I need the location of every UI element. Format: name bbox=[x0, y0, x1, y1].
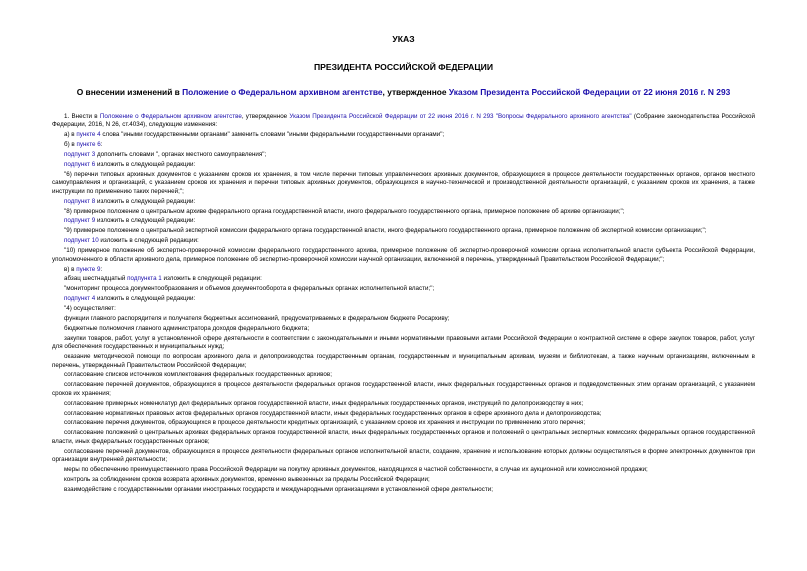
text: а) в bbox=[64, 131, 77, 139]
list-item: оказание методической помощи по вопросам архивного дела и делопроизводства государственным органам, государственным и муниципальным архивам, музеям и библиотекам, а также научным организациям, включенным в перечень, утвержденный Правительством Российской Федерации; bbox=[52, 353, 755, 369]
functions-list bbox=[52, 315, 755, 494]
text: 1. Внести в bbox=[64, 113, 100, 120]
link-subpoint-6[interactable]: подпункт 6 bbox=[64, 161, 96, 169]
quote-monitoring: "мониторинг процесса документообразования и объемов документооборота в федеральных органах исполнительной власти;"; bbox=[64, 285, 435, 293]
link-decree[interactable]: Указом Президента Российской Федерации от 22 июня 2016 г. N 293 "Вопросы Федерального архивного агентства" bbox=[289, 113, 632, 120]
text: б) в bbox=[64, 141, 77, 149]
quote-10: "10) примерное положение об экспертно-проверочной комиссии федерального государственного архива, примерное положение об экспертно-проверочной комиссии органа исполнительной власти субъекта Российской Федерации, уполномоченного в области архивного дела, примерное положение об экспертно-проверочной комиссии научной организации, включенной в перечень, утвержденный Правительством Российской Федерации;"; bbox=[52, 247, 755, 263]
item-v bbox=[52, 266, 755, 274]
text: изложить в следующей редакции: bbox=[95, 217, 196, 225]
decree-issuer: ПРЕЗИДЕНТА РОССИЙСКОЙ ФЕДЕРАЦИИ bbox=[313, 62, 494, 72]
subtitle-text: О внесении изменений в bbox=[76, 87, 183, 97]
document-body bbox=[52, 113, 755, 494]
list-item: согласование примерных номенклатур дел федеральных органов государственной власти, иных федеральных государственных органов, инструкций по делопроизводству в них; bbox=[64, 399, 584, 407]
text: изложить в следующей редакции: bbox=[95, 197, 196, 205]
item-b-3 bbox=[52, 198, 755, 206]
paragraph-1 bbox=[52, 113, 755, 130]
list-item: взаимодействие с государственными органами иностранных государств и международными организациями в установленной сфере деятельности; bbox=[64, 485, 493, 493]
text: изложить в следующей редакции: bbox=[161, 275, 262, 283]
subtitle-link-regulation[interactable]: Положение о Федеральном архивном агентстве bbox=[182, 87, 383, 97]
link-subpoint-10[interactable]: подпункт 10 bbox=[64, 237, 99, 245]
list-item: бюджетные полномочия главного администратора доходов федерального бюджета; bbox=[64, 324, 310, 332]
link-subpoint-3[interactable]: подпункт 3 bbox=[64, 151, 96, 159]
text: , утвержденное bbox=[241, 113, 290, 120]
text: : bbox=[100, 265, 103, 273]
item-v-2 bbox=[52, 295, 755, 303]
quote-4: "4) осуществляет: bbox=[64, 305, 116, 313]
quote-9: "9) примерное положение о центральной экспертной комиссии федерального органа государственной власти, иного федерального государственного органа, примерное положение об экспертной комиссии организации;"; bbox=[64, 227, 707, 235]
list-item: контроль за соблюдением сроков возврата архивных документов, временно вывезенных за пределы Российской Федерации; bbox=[64, 475, 430, 483]
quote-6: "6) перечни типовых архивных документов с указанием сроков их хранения, в том числе перечни типовых управленческих архивных документов, образующихся в процессе деятельности государственных органов, органов местного самоуправления и организаций, с указанием сроков их хранения и перечни типовых архивных документов, образующихся в научно-технической и производственной деятельности организаций, с указанием сроков их хранения, а также инструкции по применению таких перечней;"; bbox=[52, 170, 755, 195]
list-item: согласование положений о центральных архивах федеральных органов государственной власти, иных федеральных государственных органов и положений о центральных экспертных комиссиях федеральных органов государственной власти, иных федеральных государственных органов; bbox=[52, 429, 755, 445]
link-point-9[interactable]: пункте 9 bbox=[76, 265, 101, 273]
link-subpoint-1[interactable]: подпункта 1 bbox=[127, 275, 162, 283]
item-a bbox=[52, 131, 755, 139]
text: дополнить словами ", органах местного самоуправления"; bbox=[95, 151, 267, 159]
item-v-1 bbox=[52, 275, 755, 283]
item-b-5 bbox=[52, 237, 755, 245]
quote-8: "8) примерное положение о центральном архиве федерального органа государственной власти, иного федерального государственного органа, примерное положение об архиве организации;"; bbox=[64, 207, 625, 215]
link-subpoint-8[interactable]: подпункт 8 bbox=[64, 197, 96, 205]
text: изложить в следующей редакции: bbox=[98, 237, 199, 245]
list-item: меры по обеспечению преимущественного права Российской Федерации на покупку архивных документов, находящихся в частной собственности, в случае их аукционной или комиссионной продажи; bbox=[64, 466, 648, 474]
text: (Собрание законодательства Российской Федерации, 2016, N 26, ст.4034), следующие изменения: bbox=[52, 113, 755, 129]
link-point-6[interactable]: пункте 6 bbox=[76, 141, 101, 149]
list-item: функции главного распорядителя и получателя бюджетных ассигнований, предусматриваемых в федеральном бюджете Росархиву; bbox=[64, 314, 450, 322]
link-subpoint-9[interactable]: подпункт 9 bbox=[64, 217, 96, 225]
list-item: закупки товаров, работ, услуг в установленной сфере деятельности в соответствии с законодательными и иными нормативными правовыми актами Российской Федерации о контрактной системе в сфере закупок товаров, работ, услуг для обеспечения государственных и муниципальных нужд; bbox=[52, 334, 755, 351]
text: изложить в следующей редакции: bbox=[95, 161, 196, 169]
link-regulation[interactable]: Положение о Федеральном архивном агентстве bbox=[99, 113, 242, 120]
subtitle-link-decree[interactable]: Указом Президента Российской Федерации от 22 июня 2016 г. N 293 bbox=[448, 87, 731, 97]
text: слова "иными государственными органами" заменить словами "иными федеральными государственными органами"; bbox=[100, 131, 445, 139]
item-b-1 bbox=[52, 151, 755, 159]
decree-subtitle bbox=[52, 87, 755, 97]
text: изложить в следующей редакции: bbox=[95, 295, 196, 303]
list-item: согласование перечней документов, образующихся в процессе деятельности федеральных органов исполнительной власти, создание, хранение и использование которых должны осуществляться в форме электронных документов при организации внутренней деятельности; bbox=[52, 447, 755, 464]
list-item: согласование перечней документов, образующихся в процессе деятельности федеральных органов государственной власти, иных федеральных государственных органов и подведомственных этим органам организаций, с указанием сроков их хранения; bbox=[52, 381, 755, 397]
text: в) в bbox=[64, 265, 77, 273]
list-item: согласование перечня документов, образующихся в процессе деятельности кредитных организаций, с указанием сроков их хранения и инструкции по применению этого перечня; bbox=[64, 419, 586, 427]
list-item: согласование списков источников комплектования федеральных государственных архивов; bbox=[64, 371, 332, 379]
decree-title: УКАЗ bbox=[392, 34, 415, 44]
item-b bbox=[52, 141, 755, 149]
item-b-4 bbox=[52, 217, 755, 225]
item-b-2 bbox=[52, 161, 755, 169]
subtitle-text: , утвержденное bbox=[382, 87, 449, 97]
link-subpoint-4[interactable]: подпункт 4 bbox=[64, 295, 96, 303]
list-item: согласование нормативных правовых актов федеральных органов государственной власти, иных федеральных государственных органов в сфере архивного дела и делопроизводства; bbox=[64, 409, 602, 417]
text: : bbox=[100, 141, 103, 149]
link-point-4[interactable]: пункте 4 bbox=[76, 131, 101, 139]
text: абзац шестнадцатый bbox=[64, 275, 128, 283]
